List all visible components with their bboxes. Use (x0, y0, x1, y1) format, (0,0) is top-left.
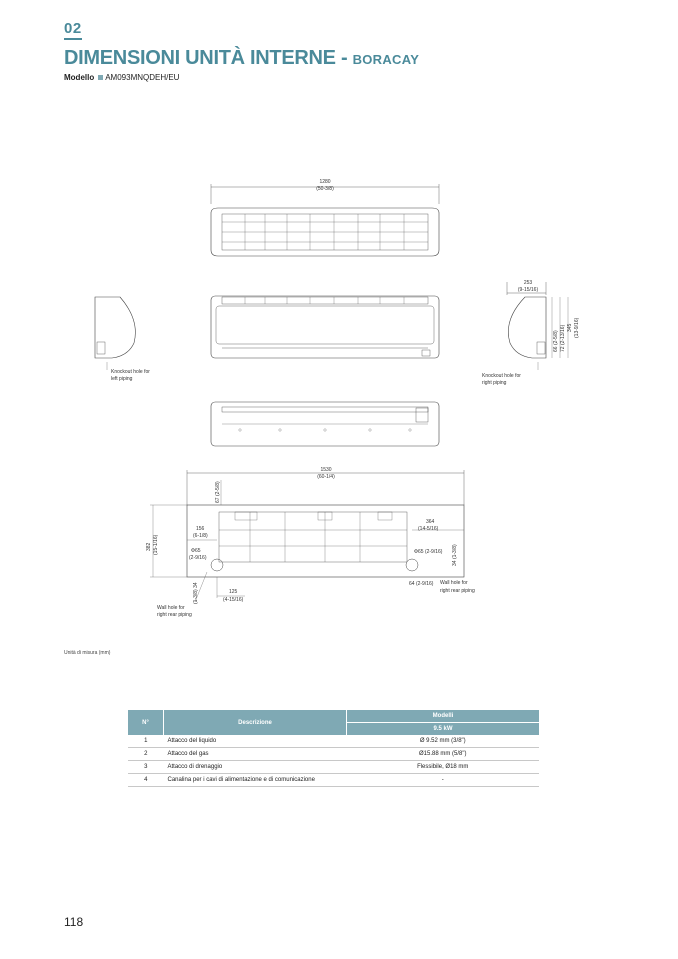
row-number: 2 (128, 748, 164, 761)
dim-364-in: (14-5/16) (418, 526, 439, 532)
row-description: Canalina per i cavi di alimentazione e di comunicazione (164, 774, 347, 787)
row-value: Flessibile, Ø18 mm (347, 761, 540, 774)
row-description: Attacco di drenaggio (164, 761, 347, 774)
dim-top-width: 1280 (319, 179, 331, 185)
dim-125: 125 (229, 589, 238, 595)
row-description: Attacco del liquido (164, 735, 347, 748)
model-label: Modello (64, 73, 95, 82)
dim-side-h3: 345 (567, 323, 573, 332)
model-value: AM093MNQDEH/EU (105, 73, 180, 82)
table-row (128, 735, 539, 748)
table-row (128, 774, 539, 787)
row-value: - (347, 774, 540, 787)
page-number: 118 (64, 915, 84, 929)
section-number: 02 (64, 20, 82, 37)
knockout-left-line1: Knockout hole for (111, 369, 150, 375)
dim-side-h2: 72 (2-13/16) (560, 324, 566, 352)
dim-side-depth: 253 (523, 280, 533, 286)
knockout-left-line2: left piping (111, 376, 133, 382)
right-side-view (482, 280, 580, 386)
wall-hole-left-line2: right rear piping (157, 612, 192, 618)
header-models: Modelli (347, 710, 540, 723)
wall-hole-left-line1: Wall hole for (157, 605, 185, 611)
dim-156-in: (6-1/8) (193, 533, 208, 539)
top-view (211, 179, 439, 256)
hole-left-dia: Φ65 (191, 548, 201, 554)
title-sub: BORACAY (352, 52, 420, 67)
dim-side-depth-in: (9-15/16) (517, 287, 539, 293)
dim-364: 364 (426, 519, 435, 525)
knockout-right-line1: Knockout hole for (482, 373, 521, 379)
row-number: 4 (128, 774, 164, 787)
row-number: 3 (128, 761, 164, 774)
dim-side-h3-in: (13-9/16) (574, 317, 580, 338)
hole-left-dia-in: (2-9/16) (189, 555, 207, 561)
title-main: DIMENSIONI UNITÀ INTERNE - (64, 47, 353, 69)
dim-34-left: (1-3/8) 34 (193, 582, 199, 604)
table-row (128, 761, 539, 774)
wall-hole-right-line2: right rear piping (440, 588, 475, 594)
header-capacity: 9.5 kW (347, 723, 540, 736)
front-view (211, 296, 439, 358)
dim-plate-width: 1530 (320, 467, 332, 473)
header-description: Descrizione (164, 710, 347, 735)
dim-plate-width-in: (60-1/4) (317, 474, 335, 480)
row-value: Ø 9.52 mm (3/8") (347, 735, 540, 748)
dim-plate-top-offset: 67 (2-5/8) (215, 481, 221, 503)
bottom-view (211, 402, 439, 446)
wall-hole-right-line1: Wall hole for (440, 580, 468, 586)
table-row (128, 748, 539, 761)
row-description: Attacco del gas (164, 748, 347, 761)
dim-top-width-in: (50-3/8) (316, 186, 334, 192)
dim-plate-height-in: (15-1/16) (153, 534, 159, 555)
dim-side-h1: 66 (2-5/8) (553, 330, 559, 352)
dim-plate-height: 382 (146, 542, 152, 551)
installation-plate-view (146, 467, 475, 618)
unit-note: Unità di misura (mm) (64, 650, 111, 656)
dim-64: 64 (2-9/16) (409, 581, 434, 587)
row-number: 1 (128, 735, 164, 748)
row-value: Ø15.88 mm (5/8") (347, 748, 540, 761)
hole-right-dia: Φ65 (2-9/16) (414, 549, 443, 555)
knockout-right-line2: right piping (482, 380, 507, 386)
header-number: N° (128, 710, 164, 735)
dim-34-right: 34 (1-3/8) (452, 544, 458, 566)
dim-125-in: (4-15/16) (223, 597, 244, 603)
left-side-view (95, 297, 150, 382)
specification-table (128, 710, 539, 787)
dim-156: 156 (196, 526, 205, 532)
